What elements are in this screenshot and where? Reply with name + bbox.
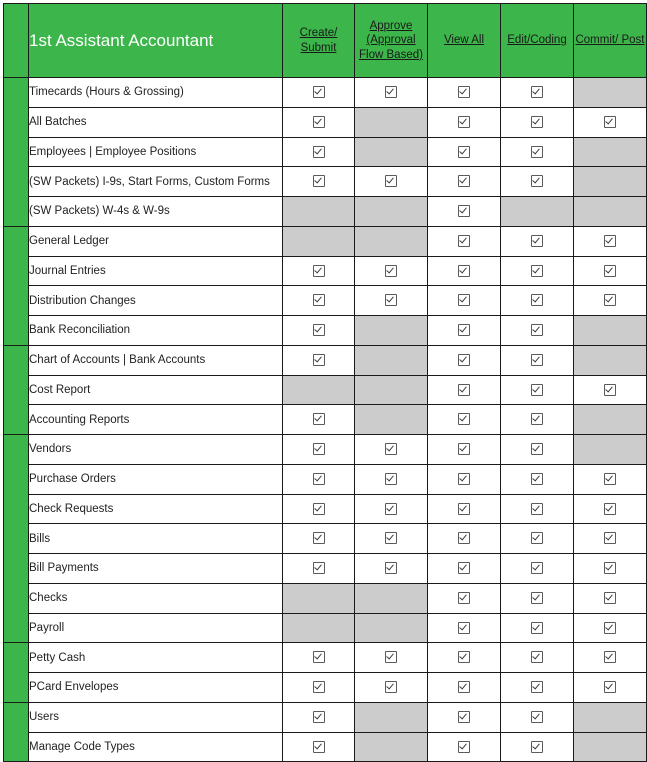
permission-cell-edit-coding: [501, 256, 574, 286]
permission-cell-create-submit: [283, 583, 355, 613]
permission-cell-commit-post: [574, 167, 647, 197]
row-label: Check Requests: [29, 494, 283, 524]
permission-cell-create-submit: [283, 643, 355, 673]
checkbox-checked-icon: [531, 235, 543, 247]
permission-cell-approve: [355, 613, 428, 643]
table-row: [4, 464, 647, 494]
checkbox-checked-icon: [531, 294, 543, 306]
permission-cell-approve: [355, 524, 428, 554]
checkbox-checked-icon: [531, 711, 543, 723]
checkbox-checked-icon: [458, 473, 470, 485]
row-label: Distribution Changes: [29, 286, 283, 316]
table-row: [4, 78, 647, 108]
table-row: [4, 583, 647, 613]
row-group-marker: [4, 435, 29, 643]
checkbox-checked-icon: [313, 562, 325, 574]
permission-cell-view-all: [428, 405, 501, 435]
permission-cell-approve: [355, 494, 428, 524]
checkbox-checked-icon: [385, 443, 397, 455]
checkbox-checked-icon: [458, 86, 470, 98]
permission-cell-commit-post: [574, 286, 647, 316]
checkbox-checked-icon: [313, 324, 325, 336]
permission-cell-commit-post: [574, 256, 647, 286]
row-label: Manage Code Types: [29, 732, 283, 762]
row-label: Timecards (Hours & Grossing): [29, 78, 283, 108]
permission-cell-approve: [355, 226, 428, 256]
permission-cell-edit-coding: [501, 524, 574, 554]
checkbox-checked-icon: [458, 324, 470, 336]
row-label: Bank Reconciliation: [29, 316, 283, 346]
permission-cell-create-submit: [283, 78, 355, 108]
permission-cell-view-all: [428, 524, 501, 554]
checkbox-checked-icon: [604, 651, 616, 663]
permission-cell-commit-post: [574, 464, 647, 494]
checkbox-checked-icon: [531, 324, 543, 336]
permission-cell-create-submit: [283, 137, 355, 167]
checkbox-checked-icon: [313, 116, 325, 128]
table-row: [4, 286, 647, 316]
checkbox-checked-icon: [604, 473, 616, 485]
permission-cell-create-submit: [283, 494, 355, 524]
permission-cell-commit-post: [574, 554, 647, 584]
checkbox-checked-icon: [313, 86, 325, 98]
checkbox-checked-icon: [458, 116, 470, 128]
permission-cell-create-submit: [283, 316, 355, 346]
permission-cell-create-submit: [283, 464, 355, 494]
checkbox-checked-icon: [604, 562, 616, 574]
permission-cell-edit-coding: [501, 78, 574, 108]
checkbox-checked-icon: [531, 116, 543, 128]
permission-cell-view-all: [428, 226, 501, 256]
table-row: [4, 167, 647, 197]
checkbox-checked-icon: [313, 294, 325, 306]
permission-cell-create-submit: [283, 702, 355, 732]
permission-cell-approve: [355, 316, 428, 346]
permission-cell-edit-coding: [501, 345, 574, 375]
column-header-create-submit: Create/ Submit: [283, 4, 355, 78]
permission-cell-commit-post: [574, 643, 647, 673]
permission-cell-approve: [355, 435, 428, 465]
column-header-approve: Approve (Approval Flow Based): [355, 4, 428, 78]
checkbox-checked-icon: [604, 503, 616, 515]
permission-cell-view-all: [428, 583, 501, 613]
checkbox-checked-icon: [458, 532, 470, 544]
row-label: (SW Packets) W-4s & W-9s: [29, 197, 283, 227]
column-header-edit-coding: Edit/Coding: [501, 4, 574, 78]
permission-cell-approve: [355, 256, 428, 286]
permission-cell-view-all: [428, 197, 501, 227]
permission-cell-create-submit: [283, 197, 355, 227]
checkbox-checked-icon: [385, 562, 397, 574]
checkbox-checked-icon: [313, 741, 325, 753]
permission-cell-edit-coding: [501, 405, 574, 435]
row-label: Payroll: [29, 613, 283, 643]
permission-cell-approve: [355, 137, 428, 167]
checkbox-checked-icon: [385, 175, 397, 187]
permission-cell-create-submit: [283, 345, 355, 375]
table-row: [4, 316, 647, 346]
checkbox-checked-icon: [458, 235, 470, 247]
permission-cell-edit-coding: [501, 435, 574, 465]
permission-cell-edit-coding: [501, 554, 574, 584]
permissions-table: [3, 3, 647, 762]
permission-cell-view-all: [428, 375, 501, 405]
row-label: Bill Payments: [29, 554, 283, 584]
permission-cell-view-all: [428, 435, 501, 465]
checkbox-checked-icon: [385, 265, 397, 277]
checkbox-checked-icon: [458, 562, 470, 574]
row-group-marker: [4, 226, 29, 345]
checkbox-checked-icon: [531, 354, 543, 366]
permission-cell-edit-coding: [501, 197, 574, 227]
table-row: [4, 435, 647, 465]
permission-cell-approve: [355, 375, 428, 405]
checkbox-checked-icon: [531, 562, 543, 574]
checkbox-checked-icon: [531, 532, 543, 544]
table-row: [4, 524, 647, 554]
table-row: [4, 643, 647, 673]
row-label: Users: [29, 702, 283, 732]
checkbox-checked-icon: [458, 651, 470, 663]
header-group-cell: [4, 4, 29, 78]
table-row: [4, 256, 647, 286]
checkbox-checked-icon: [531, 681, 543, 693]
column-header-view-all: View All: [428, 4, 501, 78]
checkbox-checked-icon: [604, 622, 616, 634]
permission-cell-approve: [355, 405, 428, 435]
permission-cell-commit-post: [574, 732, 647, 762]
checkbox-checked-icon: [531, 503, 543, 515]
row-label: Petty Cash: [29, 643, 283, 673]
permission-cell-create-submit: [283, 673, 355, 703]
row-label: PCard Envelopes: [29, 673, 283, 703]
checkbox-checked-icon: [531, 413, 543, 425]
permission-cell-edit-coding: [501, 137, 574, 167]
permission-cell-create-submit: [283, 524, 355, 554]
permission-cell-view-all: [428, 345, 501, 375]
checkbox-checked-icon: [385, 532, 397, 544]
checkbox-checked-icon: [313, 681, 325, 693]
permission-cell-create-submit: [283, 167, 355, 197]
checkbox-checked-icon: [458, 443, 470, 455]
checkbox-checked-icon: [458, 681, 470, 693]
checkbox-checked-icon: [604, 235, 616, 247]
row-label: Chart of Accounts | Bank Accounts: [29, 345, 283, 375]
row-label: All Batches: [29, 107, 283, 137]
table-row: [4, 405, 647, 435]
row-group-marker: [4, 643, 29, 703]
table-row: [4, 494, 647, 524]
checkbox-checked-icon: [531, 651, 543, 663]
row-label: Purchase Orders: [29, 464, 283, 494]
permission-cell-view-all: [428, 613, 501, 643]
row-label: (SW Packets) I-9s, Start Forms, Custom Forms: [29, 167, 283, 197]
permission-cell-edit-coding: [501, 613, 574, 643]
checkbox-checked-icon: [604, 532, 616, 544]
permission-cell-commit-post: [574, 78, 647, 108]
permission-cell-approve: [355, 286, 428, 316]
row-group-marker: [4, 702, 29, 762]
permission-cell-commit-post: [574, 375, 647, 405]
permission-cell-view-all: [428, 316, 501, 346]
table-row: [4, 226, 647, 256]
permission-cell-edit-coding: [501, 375, 574, 405]
permission-cell-create-submit: [283, 435, 355, 465]
checkbox-checked-icon: [531, 175, 543, 187]
checkbox-checked-icon: [604, 681, 616, 693]
checkbox-checked-icon: [313, 711, 325, 723]
checkbox-checked-icon: [313, 473, 325, 485]
table-row: [4, 732, 647, 762]
permission-cell-view-all: [428, 643, 501, 673]
row-label: Checks: [29, 583, 283, 613]
checkbox-checked-icon: [313, 265, 325, 277]
permission-cell-commit-post: [574, 107, 647, 137]
table-row: [4, 137, 647, 167]
permission-cell-create-submit: [283, 226, 355, 256]
permission-cell-create-submit: [283, 107, 355, 137]
permission-cell-edit-coding: [501, 226, 574, 256]
permission-cell-edit-coding: [501, 167, 574, 197]
checkbox-checked-icon: [531, 384, 543, 396]
permission-cell-commit-post: [574, 702, 647, 732]
permission-cell-approve: [355, 167, 428, 197]
permission-cell-edit-coding: [501, 643, 574, 673]
permission-cell-approve: [355, 702, 428, 732]
checkbox-checked-icon: [531, 443, 543, 455]
checkbox-checked-icon: [458, 741, 470, 753]
checkbox-checked-icon: [313, 413, 325, 425]
permission-cell-edit-coding: [501, 286, 574, 316]
permission-cell-view-all: [428, 107, 501, 137]
permission-cell-create-submit: [283, 554, 355, 584]
checkbox-checked-icon: [531, 592, 543, 604]
permission-cell-commit-post: [574, 613, 647, 643]
checkbox-checked-icon: [313, 354, 325, 366]
column-header-commit-post: Commit/ Post: [574, 4, 647, 78]
checkbox-checked-icon: [458, 265, 470, 277]
checkbox-checked-icon: [604, 265, 616, 277]
permission-cell-approve: [355, 583, 428, 613]
row-label: Journal Entries: [29, 256, 283, 286]
permission-cell-edit-coding: [501, 583, 574, 613]
checkbox-checked-icon: [458, 175, 470, 187]
permission-cell-create-submit: [283, 256, 355, 286]
permission-cell-create-submit: [283, 405, 355, 435]
permission-cell-view-all: [428, 464, 501, 494]
row-label: General Ledger: [29, 226, 283, 256]
permission-cell-commit-post: [574, 494, 647, 524]
checkbox-checked-icon: [385, 473, 397, 485]
checkbox-checked-icon: [531, 622, 543, 634]
permission-cell-approve: [355, 197, 428, 227]
permission-cell-view-all: [428, 137, 501, 167]
checkbox-checked-icon: [385, 294, 397, 306]
permission-cell-edit-coding: [501, 732, 574, 762]
checkbox-checked-icon: [385, 503, 397, 515]
permission-cell-approve: [355, 78, 428, 108]
checkbox-checked-icon: [458, 711, 470, 723]
permission-cell-view-all: [428, 286, 501, 316]
table-row: [4, 197, 647, 227]
row-label: Vendors: [29, 435, 283, 465]
permission-cell-approve: [355, 643, 428, 673]
permission-cell-view-all: [428, 256, 501, 286]
checkbox-checked-icon: [458, 622, 470, 634]
permission-cell-create-submit: [283, 732, 355, 762]
permission-cell-view-all: [428, 78, 501, 108]
table-row: [4, 554, 647, 584]
permission-cell-commit-post: [574, 435, 647, 465]
checkbox-checked-icon: [531, 265, 543, 277]
table-row: [4, 613, 647, 643]
permission-cell-view-all: [428, 732, 501, 762]
checkbox-checked-icon: [385, 681, 397, 693]
checkbox-checked-icon: [604, 592, 616, 604]
checkbox-checked-icon: [458, 294, 470, 306]
table-row: [4, 345, 647, 375]
permission-cell-commit-post: [574, 405, 647, 435]
permission-cell-commit-post: [574, 583, 647, 613]
checkbox-checked-icon: [385, 651, 397, 663]
permission-cell-commit-post: [574, 524, 647, 554]
checkbox-checked-icon: [313, 443, 325, 455]
checkbox-checked-icon: [531, 473, 543, 485]
checkbox-checked-icon: [531, 146, 543, 158]
checkbox-checked-icon: [313, 503, 325, 515]
permission-cell-create-submit: [283, 375, 355, 405]
permission-cell-approve: [355, 732, 428, 762]
permission-cell-edit-coding: [501, 316, 574, 346]
permission-cell-approve: [355, 464, 428, 494]
permission-cell-edit-coding: [501, 702, 574, 732]
checkbox-checked-icon: [458, 205, 470, 217]
checkbox-checked-icon: [458, 354, 470, 366]
checkbox-checked-icon: [604, 116, 616, 128]
permission-cell-edit-coding: [501, 494, 574, 524]
permission-cell-commit-post: [574, 197, 647, 227]
permission-cell-commit-post: [574, 226, 647, 256]
permission-cell-approve: [355, 673, 428, 703]
checkbox-checked-icon: [313, 175, 325, 187]
checkbox-checked-icon: [313, 532, 325, 544]
permission-cell-view-all: [428, 167, 501, 197]
permission-cell-approve: [355, 554, 428, 584]
table-row: [4, 107, 647, 137]
permission-cell-view-all: [428, 554, 501, 584]
permission-cell-create-submit: [283, 286, 355, 316]
row-group-marker: [4, 345, 29, 434]
table-row: [4, 375, 647, 405]
page-title: 1st Assistant Accountant: [29, 4, 283, 78]
table-row: [4, 702, 647, 732]
permission-cell-edit-coding: [501, 107, 574, 137]
permission-cell-commit-post: [574, 316, 647, 346]
checkbox-checked-icon: [604, 294, 616, 306]
checkbox-checked-icon: [604, 384, 616, 396]
row-label: Bills: [29, 524, 283, 554]
checkbox-checked-icon: [458, 592, 470, 604]
row-group-marker: [4, 78, 29, 227]
row-label: Accounting Reports: [29, 405, 283, 435]
checkbox-checked-icon: [531, 741, 543, 753]
permission-cell-view-all: [428, 494, 501, 524]
row-label: Cost Report: [29, 375, 283, 405]
permission-cell-commit-post: [574, 137, 647, 167]
header-row: [4, 4, 647, 78]
permission-cell-edit-coding: [501, 464, 574, 494]
permission-cell-approve: [355, 107, 428, 137]
checkbox-checked-icon: [313, 146, 325, 158]
permission-cell-edit-coding: [501, 673, 574, 703]
checkbox-checked-icon: [385, 86, 397, 98]
checkbox-checked-icon: [458, 146, 470, 158]
permission-cell-view-all: [428, 673, 501, 703]
permission-cell-commit-post: [574, 345, 647, 375]
table-row: [4, 673, 647, 703]
permission-cell-approve: [355, 345, 428, 375]
checkbox-checked-icon: [313, 651, 325, 663]
permission-cell-view-all: [428, 702, 501, 732]
checkbox-checked-icon: [458, 413, 470, 425]
checkbox-checked-icon: [458, 384, 470, 396]
row-label: Employees | Employee Positions: [29, 137, 283, 167]
permission-cell-create-submit: [283, 613, 355, 643]
checkbox-checked-icon: [531, 86, 543, 98]
checkbox-checked-icon: [458, 503, 470, 515]
permission-cell-commit-post: [574, 673, 647, 703]
